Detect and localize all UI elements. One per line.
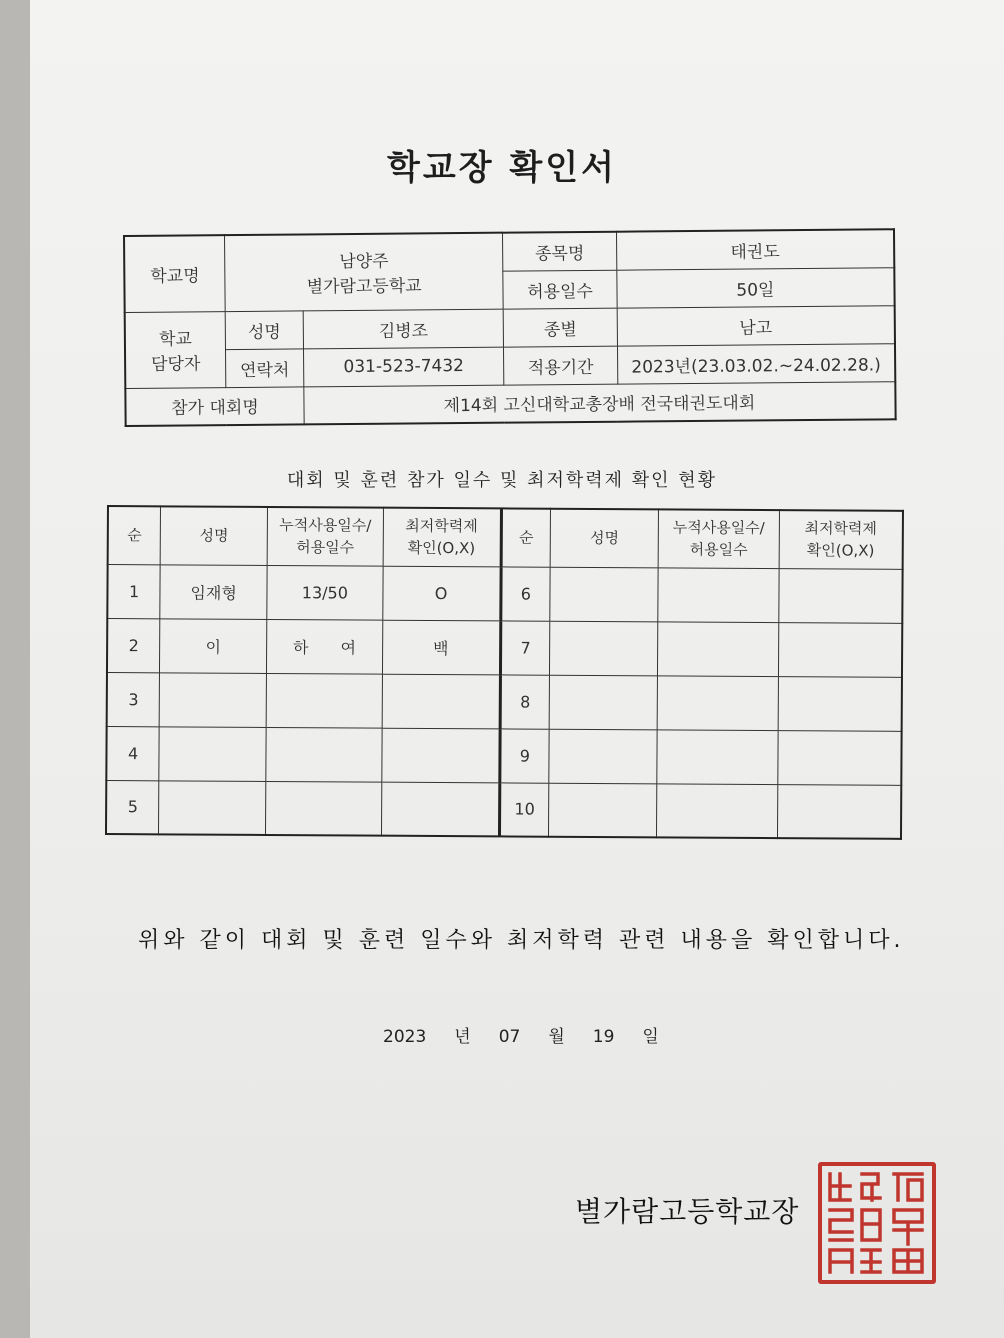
school-name: 남양주 별가람고등학교 xyxy=(225,233,504,311)
gender-value: 남고 xyxy=(617,305,895,345)
period-value: 2023년(23.03.02.~24.02.28.) xyxy=(617,343,895,383)
header-no-right: 순 xyxy=(501,508,551,566)
row-no: 9 xyxy=(499,728,549,782)
row-name xyxy=(159,780,266,835)
row-days: 하 여 xyxy=(267,619,383,674)
row-no: 3 xyxy=(107,672,160,726)
date-year: 2023 xyxy=(383,1027,427,1047)
header-days: 누적사용일수/ 허용일수 xyxy=(267,507,383,566)
row-check xyxy=(777,784,901,839)
row-check xyxy=(778,622,902,677)
row-no: 4 xyxy=(106,726,159,780)
row-days xyxy=(266,673,382,728)
staff-label: 학교 담당자 xyxy=(125,311,226,388)
issue-date xyxy=(383,1022,687,1047)
row-name xyxy=(549,783,657,838)
school-label: 학교명 xyxy=(124,235,225,312)
row-name: 이 xyxy=(160,618,267,673)
row-no: 10 xyxy=(499,782,549,836)
table-row xyxy=(107,672,902,731)
date-month: 07 xyxy=(498,1027,521,1047)
date-day-unit: 일 xyxy=(642,1027,659,1047)
row-name xyxy=(550,567,658,622)
row-no: 1 xyxy=(107,564,160,618)
row-check xyxy=(381,782,499,837)
period-label: 적용기간 xyxy=(504,346,618,385)
row-check xyxy=(778,676,902,731)
name-value: 김병조 xyxy=(303,309,504,349)
row-days xyxy=(658,567,779,622)
date-year-unit: 년 xyxy=(454,1027,471,1047)
contact-label: 연락처 xyxy=(226,348,304,387)
row-no: 8 xyxy=(500,674,550,728)
row-check: 백 xyxy=(382,620,500,675)
header-name-right: 성명 xyxy=(551,509,659,568)
row-name xyxy=(160,672,267,727)
row-check xyxy=(382,728,500,783)
row-no: 2 xyxy=(107,618,160,672)
gender-label: 종별 xyxy=(503,308,617,347)
row-days xyxy=(266,781,382,836)
allowed-days-label: 허용일수 xyxy=(503,270,617,309)
header-days-right: 누적사용일수/ 허용일수 xyxy=(658,509,779,568)
row-no: 7 xyxy=(500,620,550,674)
row-days xyxy=(657,675,778,730)
contact-value: 031-523-7432 xyxy=(303,347,504,387)
competition-value: 제14회 고신대학교총장배 전국태권도대회 xyxy=(304,381,896,424)
document-title: 학교장 확인서 xyxy=(387,148,617,188)
signer-title: 별가람고등학교장 xyxy=(575,1195,800,1228)
row-name xyxy=(550,621,658,676)
info-table xyxy=(123,228,897,427)
confirmation-statement: 위와 같이 대회 및 훈련 일수와 최저학력 관련 내용을 확인합니다. xyxy=(138,928,905,953)
row-check: O xyxy=(383,566,501,621)
header-check-right: 최저학력제 확인(O,X) xyxy=(779,510,903,569)
official-seal xyxy=(818,1162,936,1284)
row-check xyxy=(778,730,902,785)
row-name xyxy=(549,729,657,784)
date-month-unit: 월 xyxy=(548,1027,565,1047)
table-row xyxy=(106,726,901,785)
row-check xyxy=(779,568,903,623)
sport-label: 종목명 xyxy=(503,232,617,271)
seal-icon xyxy=(822,1166,932,1280)
section-subtitle: 대회 및 훈련 참가 일수 및 최저학력제 확인 현황 xyxy=(286,470,718,491)
sport-value: 태권도 xyxy=(616,229,894,269)
row-days xyxy=(266,727,382,782)
date-day: 19 xyxy=(592,1027,615,1047)
row-name xyxy=(550,675,658,730)
row-days: 13/50 xyxy=(267,565,383,620)
competition-label: 참가 대회명 xyxy=(125,386,304,426)
row-no: 5 xyxy=(106,780,159,834)
row-days xyxy=(657,729,778,784)
table-header-row xyxy=(108,506,903,569)
row-name: 임재형 xyxy=(160,564,267,619)
header-name: 성명 xyxy=(160,506,267,565)
row-check xyxy=(382,674,500,729)
name-label: 성명 xyxy=(225,310,303,349)
row-name xyxy=(159,726,266,781)
allowed-days-value: 50일 xyxy=(617,267,895,307)
row-no: 6 xyxy=(500,566,550,620)
table-row xyxy=(106,780,901,839)
table-row xyxy=(107,564,902,623)
header-no: 순 xyxy=(108,506,161,564)
table-row xyxy=(107,618,902,677)
row-days xyxy=(657,783,778,838)
row-days xyxy=(658,621,779,676)
participation-table xyxy=(105,505,904,840)
header-check: 최저학력제 확인(O,X) xyxy=(383,508,501,567)
